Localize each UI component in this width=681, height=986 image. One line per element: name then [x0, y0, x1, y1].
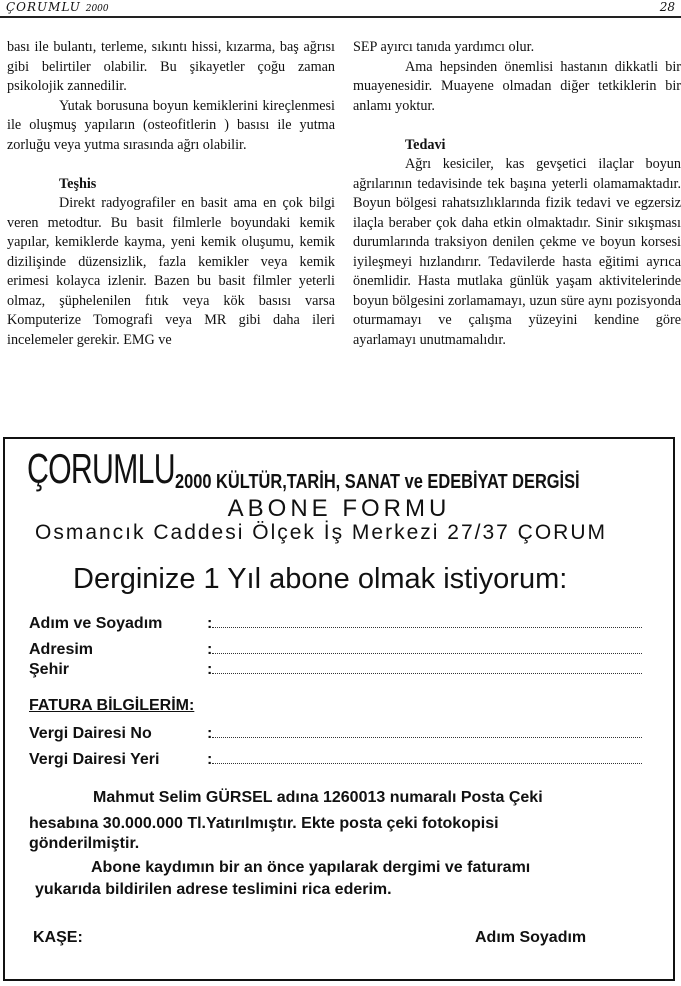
- paragraph: Yutak borusuna boyun kemiklerini kireçlenmesi ile oluşmuş yapıların (osteofitlerin ) basısı ile yutma zorluğu veya yutma sırasında ağrı olabilir.: [7, 97, 335, 153]
- section-heading-tedavi: Tedavi: [405, 136, 446, 153]
- payment-line-3: gönderilmiştir.: [29, 835, 140, 852]
- paragraph: bası ile bulantı, terleme, sıkıntı hissi, kızarma, baş ağrısı gibi belirtiler olabilir. Bu şikayetler çoğu zaman psikolojik zannedilir.: [7, 39, 335, 94]
- paragraph: SEP ayırcı tanıda yardımcı olur.: [353, 39, 535, 55]
- field-line-city[interactable]: [207, 661, 643, 679]
- header-brand: ÇORUMLU 2000: [6, 0, 109, 14]
- paragraph: Ağrı kesiciler, kas gevşetici ilaçlar boyun ağrılarının tedavisinde tek başına yeterli olamamaktadır. Boyun bölgesi rahatsızlıklarında fizik tedavi ve egzersiz ilaçla beraber çok daha etkin olmaktadır. Sinir sıkışması durumlarında traksiyon denilen çekme ve boyun korsesi iyileşmeyi hızlandırır. Tedavilerde hasta eğitimi ayrıca önemlidir. Hasta mutlaka günlük yaşam aktivitelerinde boyun bölgesini zorlamamayı, uzun süre aynı pozisyonda oturmamayı ve çalışma yüzeyini kendine göre ayarlamayı unutmamalıdır.: [353, 156, 681, 348]
- field-line-address[interactable]: [207, 641, 643, 659]
- page-header: [0, 0, 681, 18]
- billing-heading: FATURA BİLGİLERİM:: [29, 697, 195, 714]
- field-label-address: Adresim: [29, 641, 94, 658]
- subscription-form: [3, 437, 675, 981]
- field-line-tax-place[interactable]: [207, 751, 643, 769]
- field-label-tax-office: Vergi Dairesi No: [29, 725, 152, 742]
- page-number: 28: [659, 0, 675, 14]
- field-label-tax-place: Vergi Dairesi Yeri: [29, 751, 160, 768]
- payment-line-1: Mahmut Selim GÜRSEL adına 1260013 numaralı Posta Çeki: [93, 789, 543, 806]
- paragraph: Direkt radyografiler en basit ama en çok bilgi veren metodtur. Bu basit filmlerle boyundaki kemik yapılar, kemiklerde kayma, yeni kemik oluşumu, kemik dizilişinde düzensizlik, fazla kemikler veya kemik erimesi kolayca izlenir. Bazen bu basit filmler yeterli olmaz, şüphelenilen fıtık veya kök basısı varsa Komputerize Tomografi veya MR gibi daha ileri incelemeler gerekir. EMG ve: [7, 195, 335, 348]
- signature-label: Adım Soyadım: [475, 929, 587, 946]
- stamp-label: KAŞE:: [33, 929, 83, 946]
- section-heading-teshis: Teşhis: [59, 175, 97, 192]
- field-line-tax-office[interactable]: [207, 725, 643, 743]
- form-subtitle: ABONE FORMU: [227, 495, 451, 522]
- paragraph: Ama hepsinden önemlisi hastanın dikkatli bir muayenesidir. Muayene olmadan diğer tetkiklerin bir anlamı yoktur.: [353, 58, 681, 114]
- form-main-line: Derginize 1 Yıl abone olmak istiyorum:: [73, 563, 568, 595]
- field-label-name: Adım ve Soyadım: [29, 615, 163, 632]
- request-line-2: yukarıda bildirilen adrese teslimini rica ederim.: [35, 881, 392, 898]
- payment-line-2: hesabına 30.000.000 Tl.Yatırılmıştır. Ekte posta çeki fotokopisi: [29, 815, 499, 832]
- field-line-name[interactable]: [207, 615, 643, 633]
- right-column: [353, 38, 681, 350]
- request-line-1: Abone kaydımın bir an önce yapılarak dergimi ve faturamı: [91, 859, 531, 876]
- form-title: ÇORUMLU 2000 KÜLTÜR,TARİH, SANAT ve EDEBİYAT DERGİSİ: [27, 445, 580, 493]
- left-column: [7, 38, 335, 350]
- field-label-city: Şehir: [29, 661, 70, 678]
- form-address: Osmancık Caddesi Ölçek İş Merkezi 27/37 ÇORUM: [35, 521, 607, 544]
